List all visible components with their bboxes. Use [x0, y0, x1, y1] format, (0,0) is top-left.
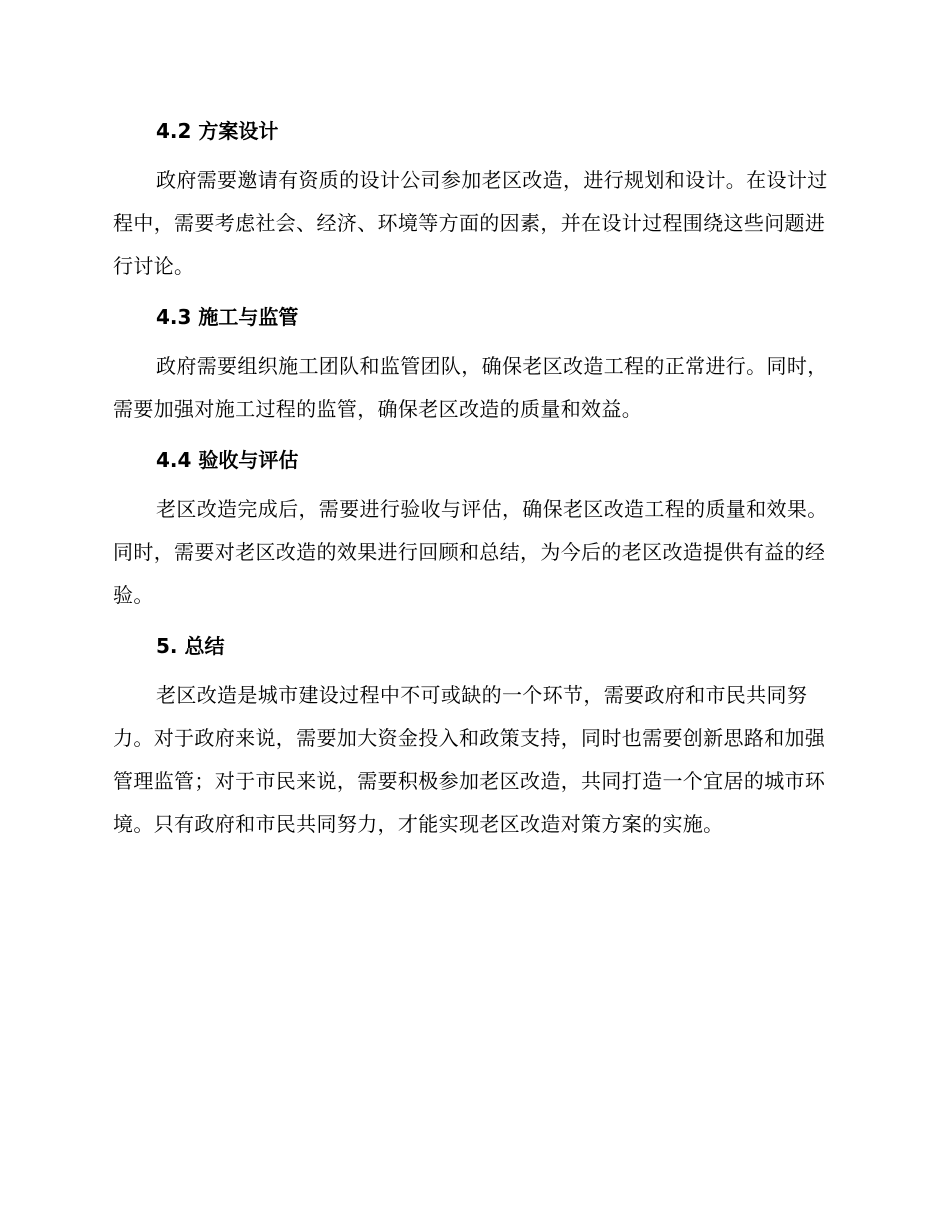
- section-paragraph-4-2: 政府需要邀请有资质的设计公司参加老区改造，进行规划和设计。在设计过程中，需要考虑社会、经济、环境等方面的因素，并在设计过程围绕这些问题进行讨论。: [113, 168, 828, 278]
- section-paragraph-4-4: 老区改造完成后，需要进行验收与评估，确保老区改造工程的质量和效果。同时，需要对老区改造的效果进行回顾和总结，为今后的老区改造提供有益的经验。: [113, 497, 828, 607]
- document-body: [113, 108, 833, 846]
- section-heading-4-3: 4.3 施工与监管: [156, 305, 299, 329]
- section-heading-5: 5. 总结: [156, 634, 225, 658]
- section-paragraph-5: 老区改造是城市建设过程中不可或缺的一个环节，需要政府和市民共同努力。对于政府来说，需要加大资金投入和政策支持，同时也需要创新思路和加强管理监管；对于市民来说，需要积极参加老区改造，共同打造一个宜居的城市环境。只有政府和市民共同努力，才能实现老区改造对策方案的实施。: [113, 683, 826, 836]
- section-paragraph-4-3: 政府需要组织施工团队和监管团队，确保老区改造工程的正常进行。同时，需要加强对施工过程的监管，确保老区改造的质量和效益。: [113, 354, 828, 421]
- section-heading-4-4: 4.4 验收与评估: [156, 448, 299, 472]
- section-heading-4-2: 4.2 方案设计: [156, 119, 279, 143]
